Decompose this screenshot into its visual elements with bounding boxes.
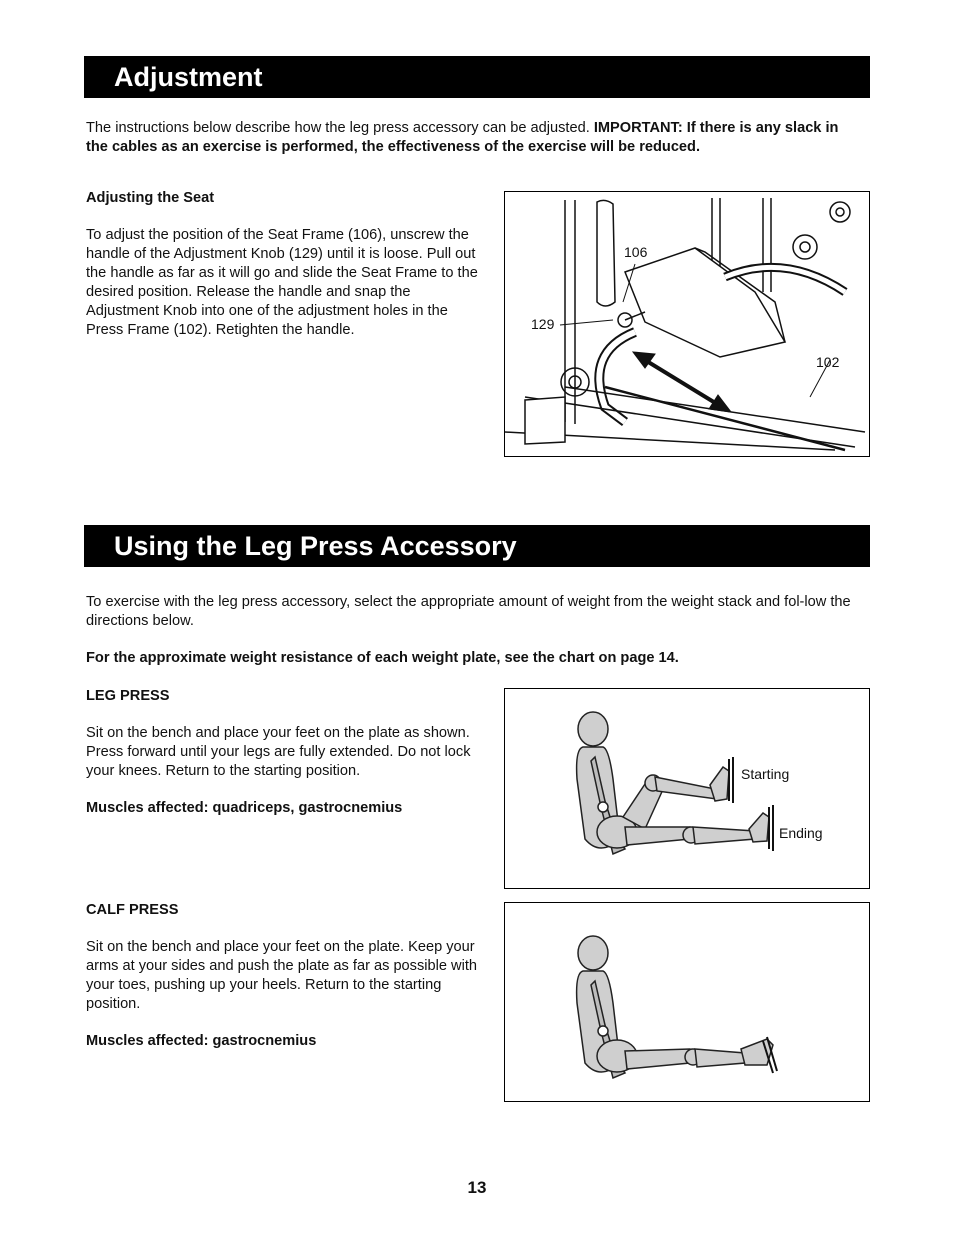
leg-press-drawing xyxy=(505,689,871,890)
label-press-frame: 102 xyxy=(816,354,840,370)
calf-press-figure xyxy=(504,902,870,1102)
label-starting: Starting xyxy=(741,766,790,782)
seat-adjustment-drawing xyxy=(505,192,871,458)
leg-press-section-title: Using the Leg Press Accessory xyxy=(84,525,870,567)
leg-press-intro: To exercise with the leg press accessory, select the appropriate amount of weight from the weight stack and fol-low the directions below. xyxy=(86,594,851,629)
label-ending: Ending xyxy=(779,825,823,841)
calf-press-instructions: Sit on the bench and place your feet on the plate. Keep your arms at your sides and push the plate as far as possible with your toes, pushing up your heels. Return to the starting position. xyxy=(86,939,477,1012)
calf-press-drawing xyxy=(505,903,871,1103)
leg-press-heading: LEG PRESS xyxy=(86,688,170,704)
leg-press-muscles: Muscles affected: quadriceps, gastrocnemius xyxy=(86,800,403,816)
seat-adjustment-figure xyxy=(504,191,870,457)
label-adjustment-knob: 129 xyxy=(531,316,555,332)
adjustment-title: Adjustment xyxy=(84,56,870,98)
seat-heading: Adjusting the Seat xyxy=(86,190,215,206)
calf-press-heading: CALF PRESS xyxy=(86,902,179,918)
adjustment-intro xyxy=(86,119,856,157)
adjustment-important-note: IMPORTANT: If there is any slack in the cables as an exercise is performed, the effectiveness of the exercise will be reduced. xyxy=(86,120,839,155)
calf-press-muscles: Muscles affected: gastrocnemius xyxy=(86,1033,317,1049)
weight-chart-note: For the approximate weight resistance of each weight plate, see the chart on page 14. xyxy=(86,650,679,666)
page-number: 13 xyxy=(467,1178,487,1197)
seat-instructions: To adjust the position of the Seat Frame (106), unscrew the handle of the Adjustment Knob (129) until it is loose. Pull out the handle as far as it will go and slide the Seat Frame to the desired position. Release the handle and snap the Adjustment Knob into one of the adjustment holes in the Press Frame (102). Retighten the handle. xyxy=(86,227,478,338)
leg-press-figure xyxy=(504,688,870,889)
label-seat-frame: 106 xyxy=(624,244,648,260)
adjustment-intro-text: The instructions below describe how the leg press accessory can be adjusted. xyxy=(86,120,594,136)
leg-press-instructions: Sit on the bench and place your feet on the plate as shown. Press forward until your legs are fully extended. Do not lock your knees. Return to the starting position. xyxy=(86,725,471,779)
